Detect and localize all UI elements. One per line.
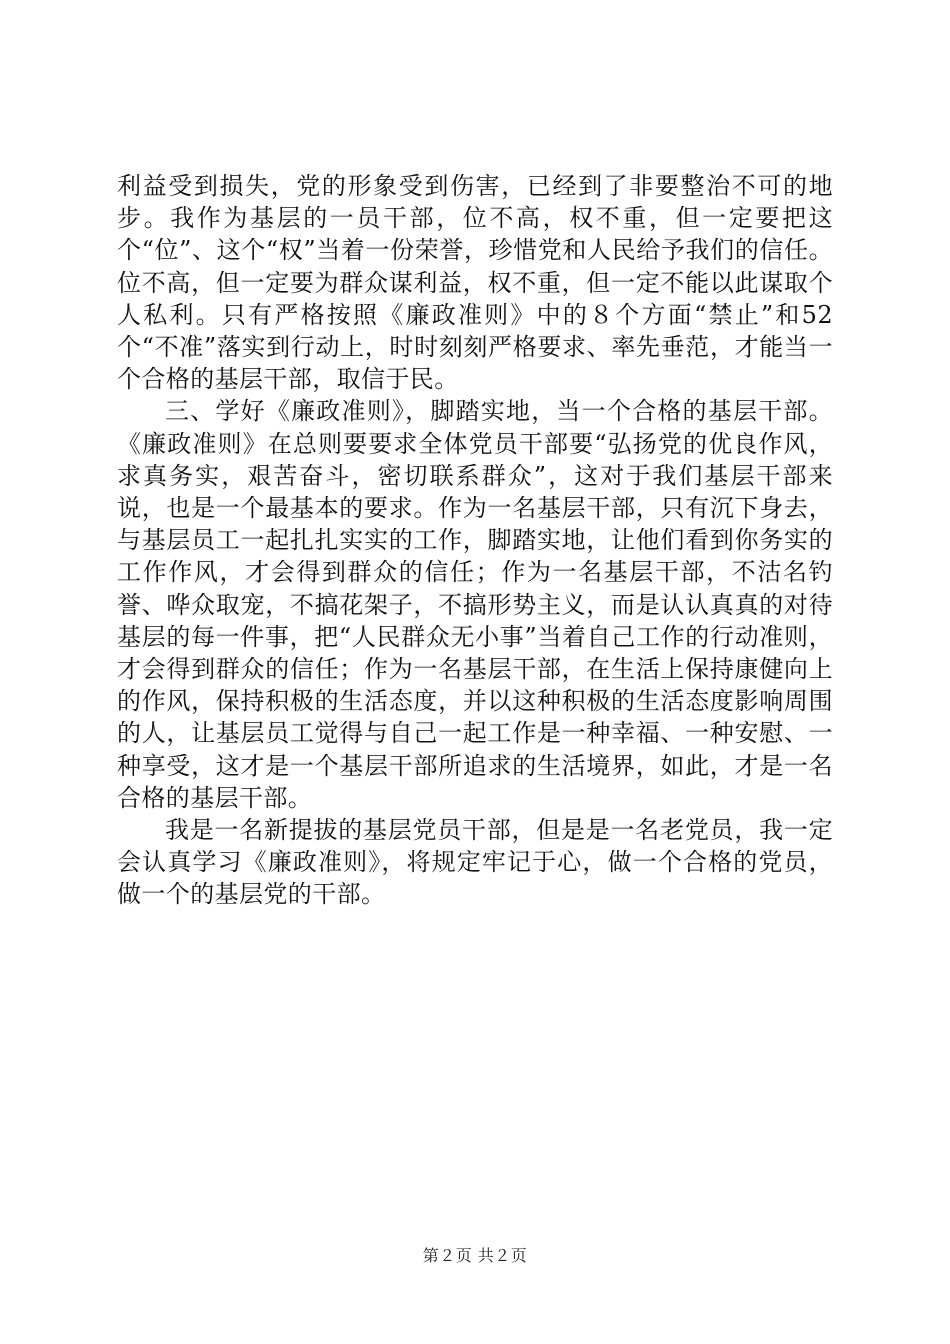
page-number-footer: 第２页 共２页	[422, 1246, 528, 1265]
document-body	[117, 170, 833, 911]
paragraph-1: 利益受到损失，党的形象受到伤害，已经到了非要整治不可的地步。我作为基层的一员干部，位不高，权不重，但一定要把这个“位”、这个“权”当着一份荣誉，珍惜党和人民给予我们的信任。位不高，但一定要为群众谋利益，权不重，但一定不能以此谋取个人私利。只有严格按照《廉政准则》中的８个方面“禁止”和52个“不准”落实到行动上，时时刻刻严格要求、率先垂范，才能当一个合格的基层干部，取信于民。	[117, 172, 833, 394]
paragraph-3: 我是一名新提拔的基层党员干部，但是是一名老党员，我一定会认真学习《廉政准则》，将规定牢记于心，做一个合格的党员，做一个的基层党的干部。	[117, 816, 833, 909]
paragraph-2: 三、学好《廉政准则》，脚踏实地，当一个合格的基层干部。《廉政准则》在总则要要求全体党员干部要“弘扬党的优良作风，求真务实，艰苦奋斗，密切联系群众”，这对于我们基层干部来说，也是一个最基本的要求。作为一名基层干部，只有沉下身去，与基层员工一起扎扎实实的工作，脚踏实地，让他们看到你务实的工作作风，才会得到群众的信任；作为一名基层干部，不沽名钓誉、哗众取宠，不搞花架子，不搞形势主义，而是认认真真的对待基层的每一件事，把“人民群众无小事”当着自己工作的行动准则，才会得到群众的信任；作为一名基层干部，在生活上保持康健向上的作风，保持积极的生活态度，并以这种积极的生活态度影响周围的人，让基层员工觉得与自己一起工作是一种幸福、一种安慰、一种享受，这才是一个基层干部所追求的生活境界，如此，才是一名合格的基层干部。	[117, 397, 833, 812]
